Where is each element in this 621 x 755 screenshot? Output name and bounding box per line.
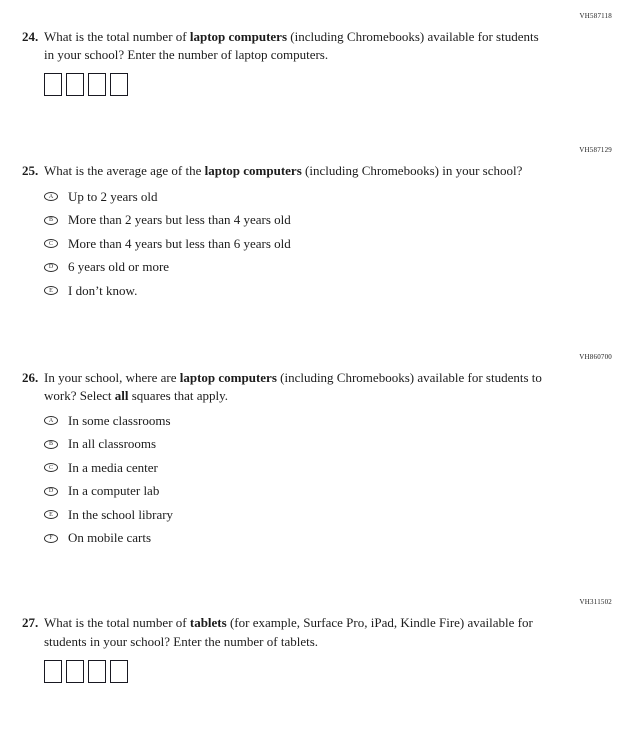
question-number: 26. [22, 369, 39, 385]
option-oval-icon[interactable] [44, 463, 58, 472]
option-letter: D [48, 488, 54, 495]
option-letter: B [48, 441, 53, 448]
item-code-q27: VH311502 [579, 598, 612, 607]
question-24 [22, 28, 582, 64]
answer-option[interactable] [44, 213, 621, 227]
question-text [44, 614, 549, 650]
question-number: 24. [22, 29, 39, 44]
option-letter: E [49, 511, 53, 518]
question-text [44, 28, 549, 64]
option-letter: B [48, 217, 53, 224]
question-text-segment: (for example, Surface Pro, iPad, Kindle Fire) available for students in your school? Enter the number of tablets. [44, 615, 533, 649]
option-label: In a computer lab [68, 483, 160, 499]
option-label: Up to 2 years old [68, 188, 158, 204]
answer-box-group-q27 [44, 660, 621, 683]
question-text-bold: laptop computers [204, 163, 302, 179]
question-text-segment: What is the total number of [44, 29, 190, 44]
answer-box[interactable] [110, 660, 128, 683]
item-code-q26: VH860700 [579, 352, 612, 361]
option-oval-icon[interactable] [44, 192, 58, 201]
question-text [44, 369, 549, 405]
option-oval-icon[interactable] [44, 416, 58, 425]
option-oval-icon[interactable] [44, 216, 58, 225]
option-oval-icon[interactable] [44, 534, 58, 543]
option-oval-icon[interactable] [44, 510, 58, 519]
option-label: In all classrooms [68, 436, 157, 452]
answer-box[interactable] [88, 73, 106, 96]
question-25 [22, 162, 582, 180]
answer-box-group-q24 [44, 73, 621, 96]
question-text-segment: In your school, where are [44, 369, 180, 385]
option-oval-icon[interactable] [44, 239, 58, 248]
item-code-q25: VH587129 [579, 146, 612, 155]
question-26 [22, 369, 582, 405]
question-number: 25. [22, 163, 39, 179]
option-oval-icon[interactable] [44, 487, 58, 496]
option-label: More than 2 years but less than 4 years old [68, 212, 291, 228]
question-text-bold: laptop computers [189, 29, 287, 44]
option-label: In a media center [68, 459, 158, 475]
answer-option[interactable] [44, 437, 621, 451]
option-oval-icon[interactable] [44, 440, 58, 449]
answer-option[interactable] [44, 484, 621, 498]
answer-box[interactable] [110, 73, 128, 96]
answer-option[interactable] [44, 237, 621, 251]
answer-option[interactable] [44, 414, 621, 428]
option-label: I don’t know. [68, 282, 138, 298]
option-oval-icon[interactable] [44, 263, 58, 272]
option-label: In the school library [68, 506, 174, 522]
question-27 [22, 614, 582, 650]
question-text-segment: (including Chromebooks) available for students in your school? Enter the number of laptop computers. [44, 29, 539, 63]
answer-option[interactable] [44, 508, 621, 522]
option-letter: C [48, 464, 53, 471]
question-text [44, 162, 549, 180]
answer-option[interactable] [44, 531, 621, 545]
answer-box[interactable] [88, 660, 106, 683]
option-list-q25 [44, 190, 621, 298]
answer-box[interactable] [66, 660, 84, 683]
question-text-segment: What is the total number of [44, 615, 190, 631]
option-label: More than 4 years but less than 6 years old [68, 235, 291, 251]
option-label: 6 years old or more [68, 259, 170, 275]
answer-option[interactable] [44, 190, 621, 204]
option-letter: E [49, 287, 53, 294]
item-code-q24: VH587118 [579, 12, 612, 20]
option-list-q26 [44, 414, 621, 546]
answer-option[interactable] [44, 461, 621, 475]
answer-box[interactable] [66, 73, 84, 96]
question-text-segment: (including Chromebooks) available for students to work? Select [44, 369, 542, 403]
question-text-segment: What is the average age of the [44, 163, 205, 179]
answer-option[interactable] [44, 260, 621, 274]
option-letter: F [49, 535, 53, 542]
question-text-bold: tablets [189, 615, 227, 631]
question-number: 27. [22, 615, 39, 631]
answer-box[interactable] [44, 660, 62, 683]
option-label: On mobile carts [68, 530, 152, 546]
question-text-segment: squares that apply. [128, 387, 229, 403]
option-label: In some classrooms [68, 412, 171, 428]
option-oval-icon[interactable] [44, 286, 58, 295]
question-text-segment: (including Chromebooks) in your school? [301, 163, 523, 179]
answer-box[interactable] [44, 73, 62, 96]
option-letter: C [48, 240, 53, 247]
question-text-bold: all [114, 387, 129, 403]
option-letter: A [48, 193, 54, 200]
option-letter: A [48, 417, 54, 424]
answer-option[interactable] [44, 284, 621, 298]
option-letter: D [48, 264, 54, 271]
question-text-bold: laptop computers [179, 369, 277, 385]
